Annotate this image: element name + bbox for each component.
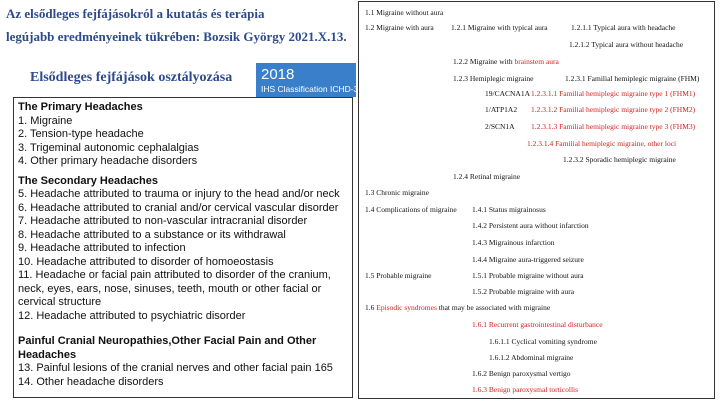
other-headaches-heading: Painful Cranial Neuropathies,Other Facial Pain and Other Headaches — [18, 335, 317, 361]
classification-item: 1.4 Complications of migraine — [365, 205, 457, 214]
classification-item: 1.6 Episodic syndromes that may be associated with migraine — [365, 303, 551, 312]
list-item: 8. Headache attributed to a substance or its withdrawal — [18, 228, 286, 241]
classification-item: 1.3 Chronic migraine — [365, 188, 429, 197]
classification-item: 1.6.1.1 Cyclical vomiting syndrome — [489, 337, 597, 346]
list-item: 1. Migraine — [18, 114, 73, 127]
classification-item: 1.2.1.1 Typical aura with headache — [571, 23, 676, 32]
classification-item: 1.1 Migraine without aura — [365, 8, 444, 17]
classification-item: 1.2.3.1.4 Familial hemiplegic migraine, other loci — [527, 139, 677, 148]
list-item: 13. Painful lesions of the cranial nerves and other facial pain 165 — [18, 362, 333, 374]
classification-item: 1.2.3.1.3 Familial hemiplegic migraine type 3 (FHM3) — [531, 122, 696, 131]
classification-item: 1.6.1 Recurrent gastrointestinal disturbance — [472, 320, 603, 329]
slide-title-line-1: Az elsődleges fejfájásokról a kutatás és terápia — [6, 6, 265, 21]
gene-label: 2/SCN1A — [485, 122, 515, 131]
classification-item: 1.4.3 Migrainous infarction — [472, 238, 555, 247]
brainstem-aura-highlight: brainstem aura — [514, 57, 559, 66]
headache-categories-box — [13, 97, 353, 398]
list-item: 10. Headache attributed to disorder of homoeostasis — [18, 255, 274, 268]
classification-item: 1.5 Probable migraine — [365, 271, 432, 280]
banner-year: 2018 — [261, 66, 295, 83]
migraine-classification-box — [358, 1, 715, 399]
classification-item: 1.4.1 Status migrainosus — [472, 205, 546, 214]
gene-label: 1/ATP1A2 — [485, 105, 518, 114]
list-item: 5. Headache attributed to trauma or injury to the head and/or neck — [18, 188, 340, 200]
list-item: 14. Other headache disorders — [18, 375, 164, 388]
gene-label: 19/CACNA1A — [485, 89, 531, 98]
classification-item: 1.2.3.1.2 Familial hemiplegic migraine type 2 (FHM2) — [531, 105, 696, 114]
episodic-syndromes-highlight: Episodic syndromes — [376, 303, 437, 312]
list-item: 12. Headache attributed to psychiatric disorder — [18, 309, 246, 322]
classification-item: 1.6.3 Benign paroxysmal torticollis — [472, 385, 579, 394]
list-item: 7. Headache attributed to non-vascular intracranial disorder — [18, 215, 308, 227]
classification-item: 1.2.1 Migraine with typical aura — [451, 23, 548, 32]
classification-item: 1.2.2 Migraine with brainstem aura — [453, 57, 559, 66]
classification-item: 1.2 Migraine with aura — [365, 23, 434, 32]
secondary-headaches-heading: The Secondary Headaches — [18, 174, 159, 187]
list-item: 3. Trigeminal autonomic cephalalgias — [18, 141, 199, 154]
classification-item: 1.2.3 Hemiplegic migraine — [453, 74, 534, 83]
classification-item: 1.2.3.2 Sporadic hemiplegic migraine — [563, 155, 676, 164]
classification-item: 1.2.1.2 Typical aura without headache — [569, 40, 684, 49]
section-title: Elsődleges fejfájások osztályozása — [30, 70, 233, 85]
classification-item: 1.5.2 Probable migraine with aura — [472, 287, 575, 296]
slide-title-line-2: legújabb eredményeinek tükrében: Bozsik György 2021.X.13. — [6, 29, 347, 44]
primary-headaches-heading: The Primary Headaches — [18, 101, 143, 113]
list-item: 9. Headache attributed to infection — [18, 242, 186, 254]
classification-item: 1.2.3.1.1 Familial hemiplegic migraine type 1 (FHM1) — [531, 89, 696, 98]
list-item: 2. Tension-type headache — [18, 128, 144, 140]
classification-item: 1.6.1.2 Abdominal migraine — [489, 353, 574, 362]
classification-item: 1.4.2 Persistent aura without infarction — [472, 221, 589, 230]
ihs-classification-banner — [256, 63, 359, 97]
banner-text: IHS Classification ICHD-3 — [261, 84, 359, 94]
classification-item: 1.5.1 Probable migraine without aura — [472, 271, 584, 280]
classification-item: 1.6.2 Benign paroxysmal vertigo — [472, 369, 571, 378]
list-item: 6. Headache attributed to cranial and/or cervical vascular disorder — [18, 201, 339, 214]
classification-item: 1.2.3.1 Familial hemiplegic migraine (FHM) — [565, 74, 700, 83]
classification-item: 1.4.4 Migraine aura-triggered seizure — [472, 255, 584, 264]
classification-item: 1.2.4 Retinal migraine — [453, 172, 521, 181]
list-item: 11. Headache or facial pain attributed to disorder of the cranium, neck, eyes, ears, nose, sinuses, teeth, mouth or other facial or cervical structure — [18, 269, 331, 308]
list-item: 4. Other primary headache disorders — [18, 155, 198, 167]
